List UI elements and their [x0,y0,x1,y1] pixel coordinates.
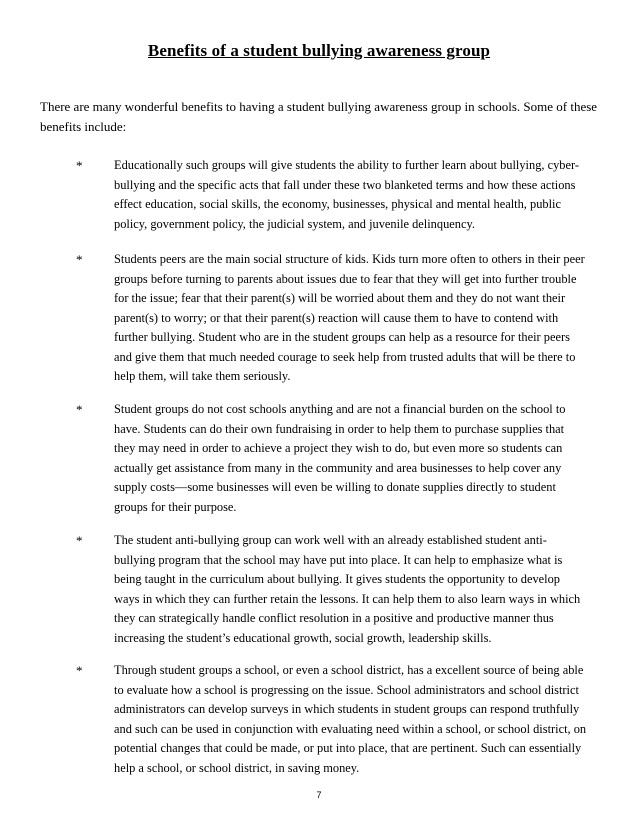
bullet-marker: * [76,663,83,678]
bullet-marker: * [76,252,83,267]
benefit-text: Educationally such groups will give students the ability to further learn about bullying, cyber-bullying and the specific acts that fall under these two blanketed terms and how these actions effect education, social skills, the economy, businesses, physical and mental health, public policy, government policy, the judicial system, and juvenile delinquency. [114,158,579,231]
bullet-marker: * [76,402,83,417]
page-title: Benefits of a student bullying awareness group [147,41,491,60]
bullet-marker: * [76,158,83,173]
benefit-text: Through student groups a school, or even a school district, has a excellent source of being able to evaluate how a school is progressing on the issue. School administrators and school district administrators can develop surveys in which students in student groups can respond truthfully and such can be used in conjunction with evaluating need within a school, or school district, on potential changes that could be made, or put into place, that are pertinent. Such can essentially help a school, or school district, in saving money. [114,663,587,775]
intro-paragraph: There are many wonderful benefits to having a student bullying awareness group in schools. Some of these benefits include: [40,99,598,134]
page-number: 7 [316,790,322,800]
benefit-text: Student groups do not cost schools anything and are not a financial burden on the school to have. Students can do their own fundraising in order to help them to purchase supplies that they may need in order to achieve a project they wish to do, but even more so students can actually get assistance from many in the community and area businesses to help cover any supply costs—some businesses will even be willing to donate supplies directly to student groups for their purpose. [114,402,566,514]
benefit-text: Students peers are the main social structure of kids. Kids turn more often to others in their peer groups before turning to parents about issues due to fear that they will get into further trouble for the issue; fear that their parent(s) will be worried about them and they do not want their parent(s) to worry; or that their parent(s) reaction will cause them to have to contend with further bullying. Student who are in the student groups can help as a resource for their peers and give them that much needed courage to seek help from trusted adults that will be there to help them, will take them seriously. [114,252,585,383]
bullet-marker: * [76,533,83,548]
benefit-text: The student anti-bullying group can work well with an already established student anti-bullying program that the school may have put into place. It can help to emphasize what is being taught in the curriculum about bullying. It gives students the opportunity to develop ways in which they can further retain the lessons. It can help them to also learn ways in which they can strategically handle conflict resolution in a positive and productive manner thus increasing the student’s educational growth, social growth, leadership skills. [114,533,581,645]
